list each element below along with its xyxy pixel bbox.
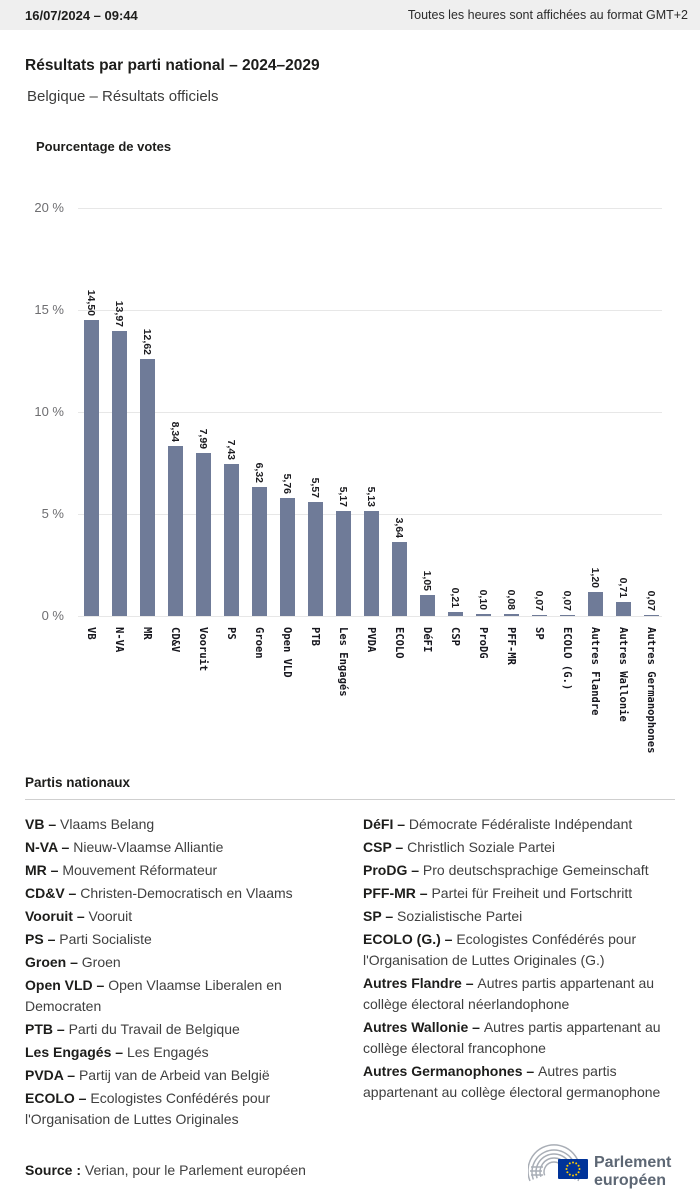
chart-title: Pourcentage de votes: [36, 139, 172, 154]
bar-Groen[interactable]: [252, 487, 267, 616]
party-abbr: Autres Flandre –: [363, 975, 478, 991]
bar-MR[interactable]: [140, 359, 155, 616]
x-axis-label: ECOLO (G.): [561, 627, 573, 691]
bar-value-label: 1,20: [589, 567, 601, 588]
party-name: Partij van de Arbeid van België: [78, 1067, 270, 1083]
x-axis-label: Vooruit: [197, 627, 209, 672]
bar-value-label: 0,10: [477, 589, 489, 610]
bar-VB[interactable]: [84, 320, 99, 616]
party-abbr: Groen –: [25, 954, 82, 970]
y-axis-tick-label: 20 %: [34, 200, 64, 215]
party-name: Les Engagés: [126, 1044, 209, 1060]
party-abbr: ECOLO –: [25, 1090, 91, 1106]
bar-value-label: 0,07: [533, 590, 545, 611]
party-abbr: DéFI –: [363, 816, 409, 832]
bar-Vooruit[interactable]: [196, 453, 211, 616]
bar-SP[interactable]: [532, 615, 547, 616]
bar-value-label: 5,76: [281, 474, 293, 495]
party-item: [363, 814, 675, 835]
timezone-note: Toutes les heures sont affichées au format GMT+2: [407, 8, 688, 22]
party-name: Sozialistische Partei: [397, 908, 523, 924]
party-name: Autres partis appartenant au collège électoral francophone: [363, 1019, 661, 1056]
party-abbr: Vooruit –: [25, 908, 89, 924]
party-item: [25, 883, 337, 904]
x-axis-label: Groen: [253, 627, 265, 659]
party-abbr: SP –: [363, 908, 397, 924]
bar-Les Engagés[interactable]: [336, 511, 351, 616]
party-name: Autres partis appartenant au collège électoral néerlandophone: [363, 975, 655, 1012]
party-item: [25, 860, 337, 881]
gridline: [78, 310, 662, 311]
header-datetime: 16/07/2024 – 09:44: [25, 7, 138, 23]
x-axis-label: Les Engagés: [337, 627, 349, 697]
bar-value-label: 12,62: [141, 328, 153, 355]
party-item: [25, 837, 337, 858]
bar-value-label: 7,99: [197, 428, 209, 449]
party-abbr: ECOLO (G.) –: [363, 931, 457, 947]
footer: [25, 1144, 676, 1196]
party-name: Vlaams Belang: [60, 816, 155, 832]
european-parliament-logo[interactable]: [528, 1144, 676, 1196]
party-abbr: MR –: [25, 862, 63, 878]
gridline: [78, 616, 662, 617]
bar-value-label: 6,32: [253, 462, 265, 484]
party-item: [25, 975, 337, 1017]
bar-CD&V[interactable]: [168, 446, 183, 616]
party-abbr: Les Engagés –: [25, 1044, 127, 1060]
bar-Autres Flandre[interactable]: [588, 592, 603, 616]
bar-value-label: 0,71: [617, 577, 629, 598]
x-axis-label: Open VLD: [281, 627, 293, 678]
european-parliament-logo-image: [528, 1144, 676, 1196]
party-name: Démocrate Fédéraliste Indépendant: [408, 816, 633, 832]
bar-PFF-MR[interactable]: [504, 614, 519, 616]
party-abbr: VB –: [25, 816, 61, 832]
bar-ECOLO (G.)[interactable]: [560, 615, 575, 616]
party-item: [363, 973, 675, 1015]
logo-wordmark: Parlement européen: [594, 1154, 672, 1189]
bar-value-label: 14,50: [85, 289, 97, 317]
gridline: [78, 412, 662, 413]
bar-value-label: 0,07: [645, 590, 657, 611]
party-item: [25, 929, 337, 950]
x-axis-label: ProDG: [477, 627, 489, 659]
bar-ECOLO[interactable]: [392, 542, 407, 616]
bar-PVDA[interactable]: [364, 511, 379, 616]
party-name: Nieuw-Vlaamse Alliantie: [73, 839, 224, 855]
party-item: [25, 1042, 337, 1063]
page-subtitle: Belgique – Résultats officiels: [27, 88, 219, 105]
party-item: [25, 1019, 337, 1040]
bar-PTB[interactable]: [308, 502, 323, 616]
parties-column-left: [25, 814, 337, 1132]
party-abbr: Autres Wallonie –: [363, 1019, 484, 1035]
bar-value-label: 13,97: [113, 300, 125, 327]
party-item: [363, 1061, 675, 1103]
y-axis-tick-label: 15 %: [34, 302, 64, 317]
party-abbr: N-VA –: [25, 839, 74, 855]
parties-column-right: [363, 814, 675, 1132]
party-abbr: PTB –: [25, 1021, 69, 1037]
header-bar: [0, 0, 700, 30]
party-abbr: PVDA –: [25, 1067, 79, 1083]
party-item: [25, 1088, 337, 1130]
bar-value-label: 5,17: [337, 486, 349, 507]
party-name: Autres partis appartenant au collège électoral germanophone: [363, 1063, 661, 1100]
bar-ProDG[interactable]: [476, 614, 491, 616]
bar-Autres Wallonie[interactable]: [616, 602, 631, 616]
party-name: Ecologistes Confédérés pour l'Organisation de Luttes Originales: [25, 1090, 271, 1127]
x-axis-label: PTB: [309, 627, 321, 646]
x-axis-label: CD&V: [169, 627, 181, 653]
bar-Autres Germanophones[interactable]: [644, 615, 659, 616]
party-name: Pro deutschsprachige Gemeinschaft: [422, 862, 649, 878]
party-name: Christlich Soziale Partei: [407, 839, 555, 855]
y-axis-tick-label: 5 %: [41, 506, 64, 521]
x-axis-label: CSP: [449, 627, 461, 646]
party-abbr: CSP –: [363, 839, 408, 855]
party-abbr: PS –: [25, 931, 60, 947]
bar-Open VLD[interactable]: [280, 498, 295, 616]
party-name: Vooruit: [88, 908, 133, 924]
national-parties-section: [25, 775, 675, 1132]
source-line: [25, 1162, 306, 1178]
x-axis-label: PVDA: [365, 627, 377, 653]
x-axis-label: ECOLO: [393, 627, 405, 659]
bar-N-VA[interactable]: [112, 331, 127, 616]
bar-DéFI[interactable]: [420, 595, 435, 616]
party-name: Partei für Freiheit und Fortschritt: [431, 885, 633, 901]
x-axis-label: PFF-MR: [505, 627, 517, 665]
bar-value-label: 0,08: [505, 589, 517, 611]
x-axis-label: Autres Wallonie: [617, 627, 629, 722]
x-axis-label: PS: [225, 627, 237, 640]
eu-flag-icon: [558, 1159, 588, 1179]
party-item: [363, 860, 675, 881]
bar-value-label: 7,43: [225, 439, 237, 461]
party-item: [363, 929, 675, 971]
party-abbr: PFF-MR –: [363, 885, 432, 901]
party-name: Christen-Democratisch en Vlaams: [80, 885, 293, 901]
party-name: Groen: [81, 954, 121, 970]
page-title: Résultats par parti national – 2024–2029: [25, 57, 320, 74]
bar-value-label: 5,57: [309, 477, 321, 499]
party-abbr: Open VLD –: [25, 977, 109, 993]
party-name: Open Vlaamse Liberalen en Democraten: [25, 977, 282, 1014]
party-item: [363, 1017, 675, 1059]
party-item: [25, 814, 337, 835]
x-axis-label: SP: [533, 627, 545, 640]
party-item: [363, 837, 675, 858]
bar-value-label: 0,21: [449, 587, 461, 608]
y-axis-tick-label: 0 %: [41, 608, 64, 623]
x-axis-label: N-VA: [113, 627, 125, 653]
party-item: [363, 883, 675, 904]
x-axis-label: DéFI: [421, 627, 433, 653]
y-axis-tick-label: 10 %: [34, 404, 64, 419]
bar-value-label: 0,07: [561, 590, 573, 611]
chart: [0, 192, 700, 757]
party-item: [25, 952, 337, 973]
x-axis-label: VB: [85, 627, 97, 640]
bar-PS[interactable]: [224, 464, 239, 616]
bar-value-label: 1,05: [421, 570, 433, 591]
party-item: [363, 906, 675, 927]
source-text: Verian, pour le Parlement européen: [84, 1162, 306, 1178]
x-axis-label: MR: [141, 627, 153, 640]
party-name: Ecologistes Confédérés pour l'Organisation de Luttes Originales (G.): [363, 931, 637, 968]
party-name: Mouvement Réformateur: [62, 862, 218, 878]
bar-value-label: 3,64: [393, 517, 405, 538]
gridline: [78, 208, 662, 209]
x-axis-label: Autres Flandre: [589, 627, 601, 716]
parties-heading: Partis nationaux: [25, 775, 131, 790]
party-item: [25, 906, 337, 927]
bar-value-label: 5,13: [365, 486, 377, 508]
bar-value-label: 8,34: [169, 421, 181, 442]
party-abbr: CD&V –: [25, 885, 81, 901]
party-name: Parti du Travail de Belgique: [68, 1021, 240, 1037]
source-label: Source :: [25, 1162, 82, 1178]
party-abbr: Autres Germanophones –: [363, 1063, 539, 1079]
party-abbr: ProDG –: [363, 862, 423, 878]
x-axis-label: Autres Germanophones: [645, 627, 657, 754]
parties-divider: [25, 799, 675, 800]
party-name: Parti Socialiste: [59, 931, 152, 947]
party-item: [25, 1065, 337, 1086]
bar-CSP[interactable]: [448, 612, 463, 616]
